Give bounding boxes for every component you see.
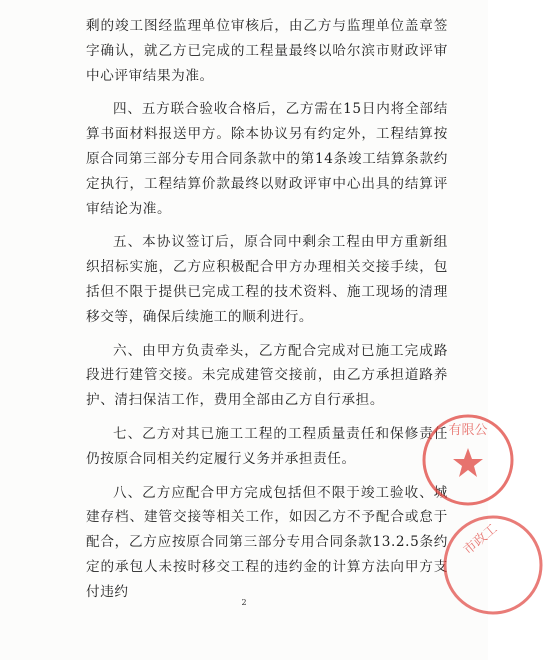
paragraph-clause-6: 六、由甲方负责牵头，乙方配合完成对已施工完成路段进行建管交接。未完成建管交接前，由乙方承担道路养护、清扫保洁工作，费用全部由乙方自行承担。 (86, 342, 448, 409)
paragraph-clause-8: 八、乙方应配合甲方完成包括但不限于竣工验收、城建存档、建管交接等相关工作，如因乙方不予配合或怠于配合，乙方应按原合同第三部分专用合同条款13.2.5条约定的承包人未按时移交工程的违约金的计算方法向甲方支付违约 (86, 484, 448, 600)
document-body (86, 14, 448, 614)
svg-text:有限公: 有限公 (448, 423, 488, 438)
paragraph-clause-5: 五、本协议签订后，原合同中剩余工程由甲方重新组织招标实施，乙方应积极配合甲方办理相关交接手续，包括但不限于提供已完成工程的技术资料、施工现场的清理移交等，确保后续施工的顺利进行。 (86, 234, 448, 325)
paragraph-clause-7: 七、乙方对其已施工工程的工程质量责任和保修责任仍按原合同相关约定履行义务并承担责任。 (86, 425, 448, 467)
page-number: 2 (241, 598, 247, 607)
paragraph-1: 剩的竣工图经监理单位审核后，由乙方与监理单位盖章签字确认，就乙方已完成的工程量最终以哈尔滨市财政评审中心评审结果为准。 (86, 18, 448, 84)
svg-text:市政工: 市政工 (460, 521, 501, 559)
paragraph-clause-4: 四、五方联合验收合格后，乙方需在15日内将全部结算书面材料报送甲方。除本协议另有约定外，工程结算按原合同第三部分专用合同条款中的第14条竣工结算条款约定执行，工程结算价款最终以财政评审中心出具的结算评审结论为准。 (86, 101, 448, 217)
